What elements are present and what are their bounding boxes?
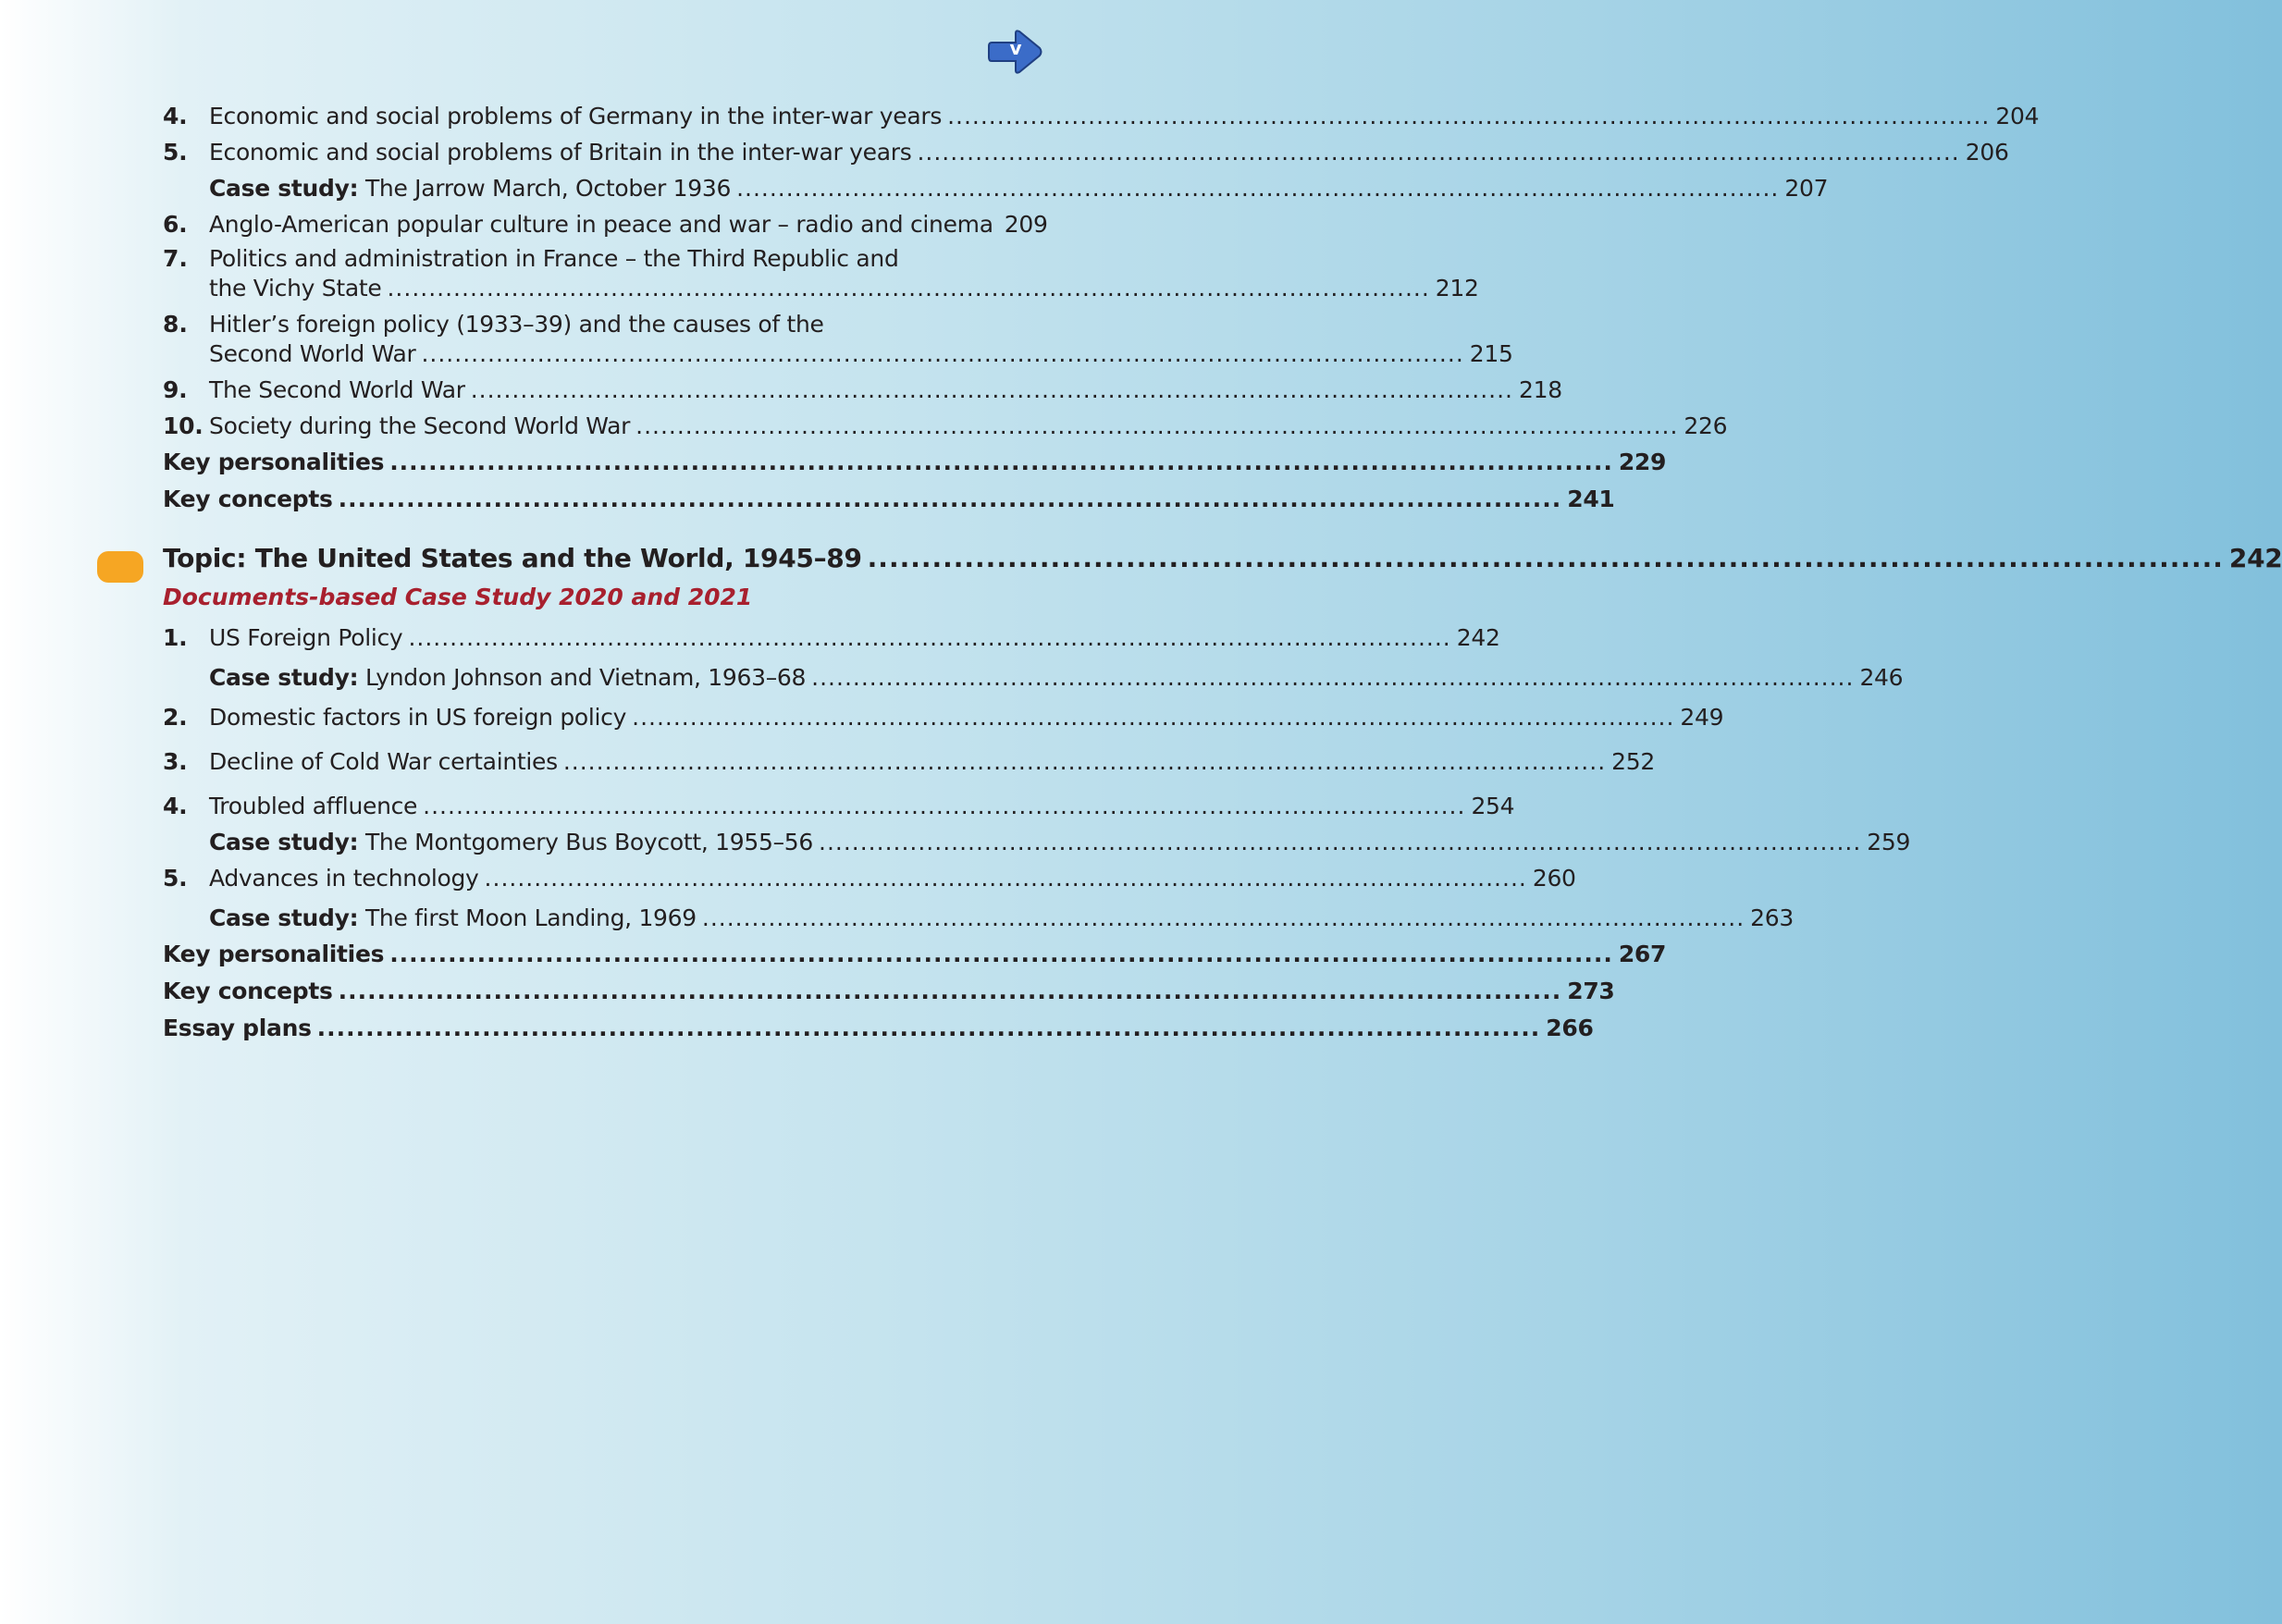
toc-entry[interactable] xyxy=(163,788,1515,824)
toc-entry[interactable] xyxy=(163,744,1655,780)
entry-number: 3. xyxy=(163,748,188,775)
case-study-entry[interactable] xyxy=(163,659,1904,695)
entry-page: 209 xyxy=(1004,211,1048,238)
toc-entry[interactable] xyxy=(163,408,1728,444)
key-section-entry[interactable] xyxy=(163,481,1615,518)
leader-dots: .............................................................................................................................. xyxy=(389,941,1613,967)
leader-dots: .............................................................................................................................. xyxy=(316,1015,1541,1041)
key-section-entry[interactable] xyxy=(163,444,1667,481)
documents-subtitle: Documents-based Case Study 2020 and 2021 xyxy=(163,584,753,610)
entry-title: The Montgomery Bus Boycott, 1955–56 xyxy=(364,829,813,855)
entry-page: 267 xyxy=(1618,941,1667,967)
entry-number: 10. xyxy=(163,412,204,439)
entry-page: 263 xyxy=(1750,904,1794,931)
entry-number: 9. xyxy=(163,376,188,403)
toc-entry[interactable] xyxy=(163,372,1562,408)
toc-entry[interactable] xyxy=(163,310,1513,369)
leader-dots: .............................................................................................................................. xyxy=(701,904,1745,931)
entry-title-line1: Politics and administration in France – the Third Republic and xyxy=(209,245,899,272)
entry-page: 212 xyxy=(1435,275,1479,301)
entry-title: The first Moon Landing, 1969 xyxy=(364,904,697,931)
leader-dots: .............................................................................................................................. xyxy=(947,103,1991,129)
toc-entry[interactable] xyxy=(163,134,2009,170)
leader-dots: .............................................................................................................................. xyxy=(635,412,1679,439)
entry-page: 266 xyxy=(1546,1015,1594,1041)
leader-dots: .............................................................................................................................. xyxy=(819,829,1862,855)
leader-dots: .............................................................................................................................. xyxy=(387,275,1430,301)
leader-dots: .............................................................................................................................. xyxy=(389,449,1613,475)
leader-dots: .............................................................................................................................. xyxy=(562,748,1607,775)
entry-page: 229 xyxy=(1618,449,1667,475)
leader-dots: .............................................................................................................................. xyxy=(470,376,1513,403)
key-section-entry[interactable] xyxy=(163,973,1615,1010)
entry-page: 226 xyxy=(1684,412,1728,439)
entry-page: 206 xyxy=(1965,139,2009,166)
entry-title-line1: Hitler’s foreign policy (1933–39) and the causes of the xyxy=(209,311,824,338)
entry-page: 254 xyxy=(1471,793,1515,819)
key-section-entry[interactable] xyxy=(163,936,1667,973)
toc-entry[interactable] xyxy=(163,860,1576,896)
case-study-entry[interactable] xyxy=(163,170,1829,206)
entry-page: 249 xyxy=(1680,704,1724,731)
case-study-label: Case study: xyxy=(209,904,359,931)
leader-dots: .............................................................................................................................. xyxy=(484,865,1527,892)
entry-number: 4. xyxy=(163,793,188,819)
entry-title: Decline of Cold War certainties xyxy=(209,748,558,775)
entry-title: Troubled affluence xyxy=(209,793,418,819)
entry-page: 260 xyxy=(1532,865,1576,892)
entry-page: 242 xyxy=(1456,624,1500,651)
entry-title: Advances in technology xyxy=(209,865,479,892)
case-study-label: Case study: xyxy=(209,175,359,202)
entry-page: 259 xyxy=(1867,829,1911,855)
entry-page: 218 xyxy=(1519,376,1562,403)
entry-title-line2: Second World War xyxy=(209,340,416,367)
case-study-label: Case study: xyxy=(209,664,359,691)
entry-page: 207 xyxy=(1784,175,1829,202)
toc-entry[interactable] xyxy=(163,98,2040,134)
entry-number: 4. xyxy=(163,103,188,129)
leader-dots: .............................................................................................................................. xyxy=(632,704,1675,731)
toc-entry[interactable] xyxy=(163,699,1724,735)
entry-title: Key concepts xyxy=(163,486,333,512)
case-study-entry[interactable] xyxy=(163,900,1794,936)
entry-title: The Jarrow March, October 1936 xyxy=(364,175,732,202)
entry-title: The Second World War xyxy=(209,376,465,403)
leader-dots: .............................................................................................................................. xyxy=(408,624,1451,651)
entry-title: Anglo-American popular culture in peace and war – radio and cinema xyxy=(209,211,993,238)
entry-number: 2. xyxy=(163,704,188,731)
entry-page: 204 xyxy=(1995,103,2040,129)
topic-heading[interactable] xyxy=(163,538,2282,579)
leader-dots: .............................................................................................................................. xyxy=(423,793,1466,819)
entry-title: Domestic factors in US foreign policy xyxy=(209,704,627,731)
leader-dots: .............................................................................................................................. xyxy=(338,486,1562,512)
case-study-label: Case study: xyxy=(209,829,359,855)
entry-page: 215 xyxy=(1469,340,1513,367)
table-of-contents xyxy=(163,98,2282,1047)
entry-page: 273 xyxy=(1567,978,1615,1004)
case-study-entry[interactable] xyxy=(163,824,1911,860)
entry-title: Economic and social problems of Germany in the inter-war years xyxy=(209,103,943,129)
entry-title: Economic and social problems of Britain in the inter-war years xyxy=(209,139,912,166)
topic-marker xyxy=(97,551,143,583)
page-number-badge xyxy=(988,28,1043,76)
topic-title: Topic: The United States and the World, 1945–89 xyxy=(163,543,862,573)
entry-number: 8. xyxy=(163,311,188,338)
entry-title: Society during the Second World War xyxy=(209,412,631,439)
entry-title: Key concepts xyxy=(163,978,333,1004)
entry-title: Key personalities xyxy=(163,449,385,475)
entry-number: 6. xyxy=(163,211,188,238)
entry-page: 241 xyxy=(1567,486,1615,512)
toc-entry[interactable] xyxy=(163,620,1500,656)
entry-number: 1. xyxy=(163,624,188,651)
entry-title: Key personalities xyxy=(163,941,385,967)
leader-dots: .............................................................................................................................. xyxy=(736,175,1780,202)
entry-page: 252 xyxy=(1611,748,1655,775)
leader-dots: .............................................................................................................................. xyxy=(917,139,1960,166)
entry-title: Essay plans xyxy=(163,1015,312,1041)
entry-page: 246 xyxy=(1859,664,1904,691)
entry-title: Lyndon Johnson and Vietnam, 1963–68 xyxy=(364,664,807,691)
entry-title-line2: the Vichy State xyxy=(209,275,382,301)
entry-number: 5. xyxy=(163,865,188,892)
key-section-entry[interactable] xyxy=(163,1010,1594,1047)
topic-page: 242 xyxy=(2228,543,2282,573)
toc-entry[interactable] xyxy=(163,244,1479,303)
leader-dots: .............................................................................................................................. xyxy=(811,664,1855,691)
leader-dots: .............................................................................................................................. xyxy=(338,978,1562,1004)
leader-dots: .............................................................................................................................. xyxy=(421,340,1464,367)
entry-number: 5. xyxy=(163,139,188,166)
entry-number: 7. xyxy=(163,245,188,272)
toc-entry[interactable] xyxy=(163,206,1048,242)
leader-dots: .............................................................................................................................. xyxy=(867,543,2224,573)
page-number: v xyxy=(1009,37,1022,59)
entry-title: US Foreign Policy xyxy=(209,624,403,651)
